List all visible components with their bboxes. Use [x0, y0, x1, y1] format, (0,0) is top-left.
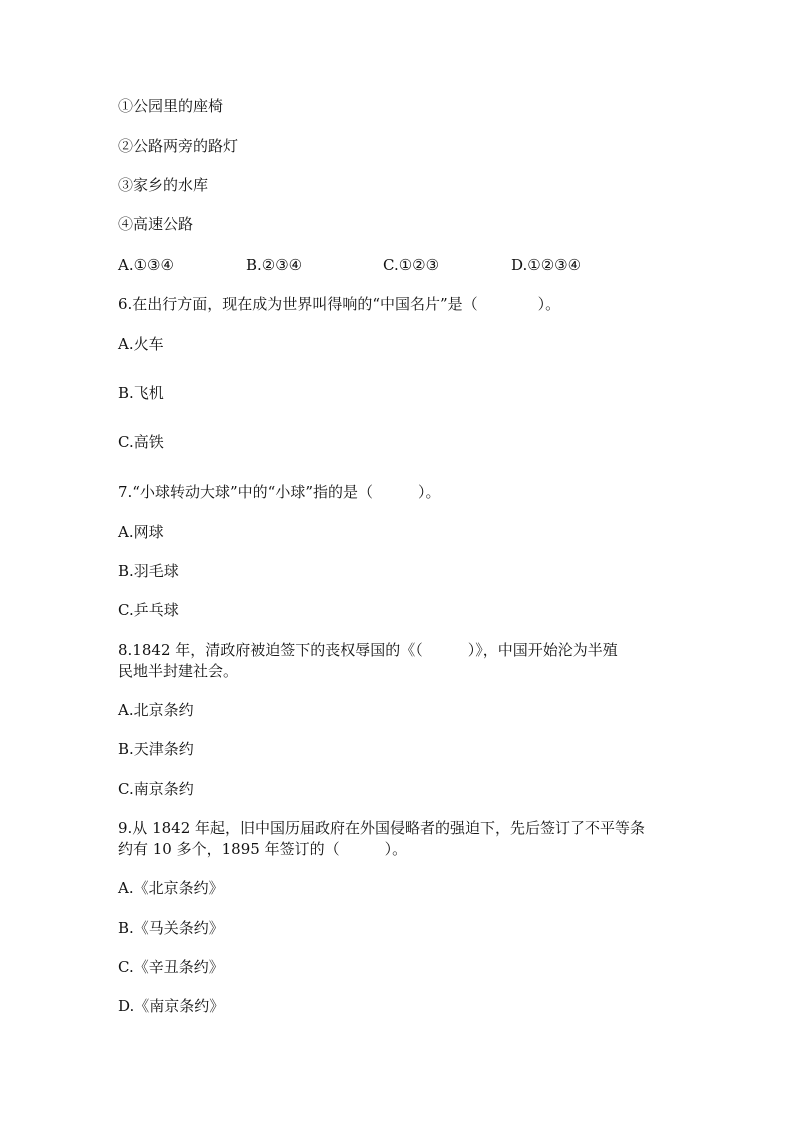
- q5-option-d[interactable]: D.①②③④: [511, 256, 582, 274]
- q5-item-1: ①公园里的座椅: [118, 97, 224, 115]
- q6-stem: 6.在出行方面，现在成为世界叫得响的“中国名片”是（ ）。: [118, 295, 561, 313]
- q9-stem-line1: 9.从 1842 年起，旧中国历届政府在外国侵略者的强迫下，先后签订了不平等条: [118, 819, 646, 837]
- q8-option-c[interactable]: C.南京条约: [118, 780, 194, 798]
- q6-option-b[interactable]: B.飞机: [118, 384, 164, 402]
- q5-item-2: ②公路两旁的路灯: [118, 137, 239, 155]
- q6-option-c[interactable]: C.高铁: [118, 433, 164, 451]
- q9-stem-line2: 约有 10 多个，1895 年签订的（ ）。: [118, 840, 408, 858]
- q6-option-a[interactable]: A.火车: [118, 335, 164, 353]
- q8-stem-line2: 民地半封建社会。: [118, 662, 239, 680]
- q8-option-a[interactable]: A.北京条约: [118, 701, 194, 719]
- q9-option-c[interactable]: C.《辛丑条约》: [118, 958, 224, 976]
- q7-stem: 7.“小球转动大球”中的“小球”指的是（ ）。: [118, 483, 441, 501]
- q7-option-c[interactable]: C.乒乓球: [118, 601, 179, 619]
- q8-stem-line1: 8.1842 年，清政府被迫签下的丧权辱国的《（ ）》，中国开始沦为半殖: [118, 641, 618, 659]
- q9-option-b[interactable]: B.《马关条约》: [118, 919, 224, 937]
- q5-item-3: ③家乡的水库: [118, 176, 209, 194]
- q5-item-4: ④高速公路: [118, 215, 194, 233]
- q8-option-b[interactable]: B.天津条约: [118, 740, 194, 758]
- q5-option-c[interactable]: C.①②③: [383, 256, 440, 274]
- q5-options: [118, 255, 678, 275]
- q7-option-b[interactable]: B.羽毛球: [118, 562, 179, 580]
- q7-option-a[interactable]: A.网球: [118, 523, 164, 541]
- q9-option-d[interactable]: D.《南京条约》: [118, 997, 225, 1015]
- q9-option-a[interactable]: A.《北京条约》: [118, 879, 224, 897]
- q5-option-a[interactable]: A.①③④: [118, 256, 174, 274]
- q5-option-b[interactable]: B.②③④: [246, 256, 303, 274]
